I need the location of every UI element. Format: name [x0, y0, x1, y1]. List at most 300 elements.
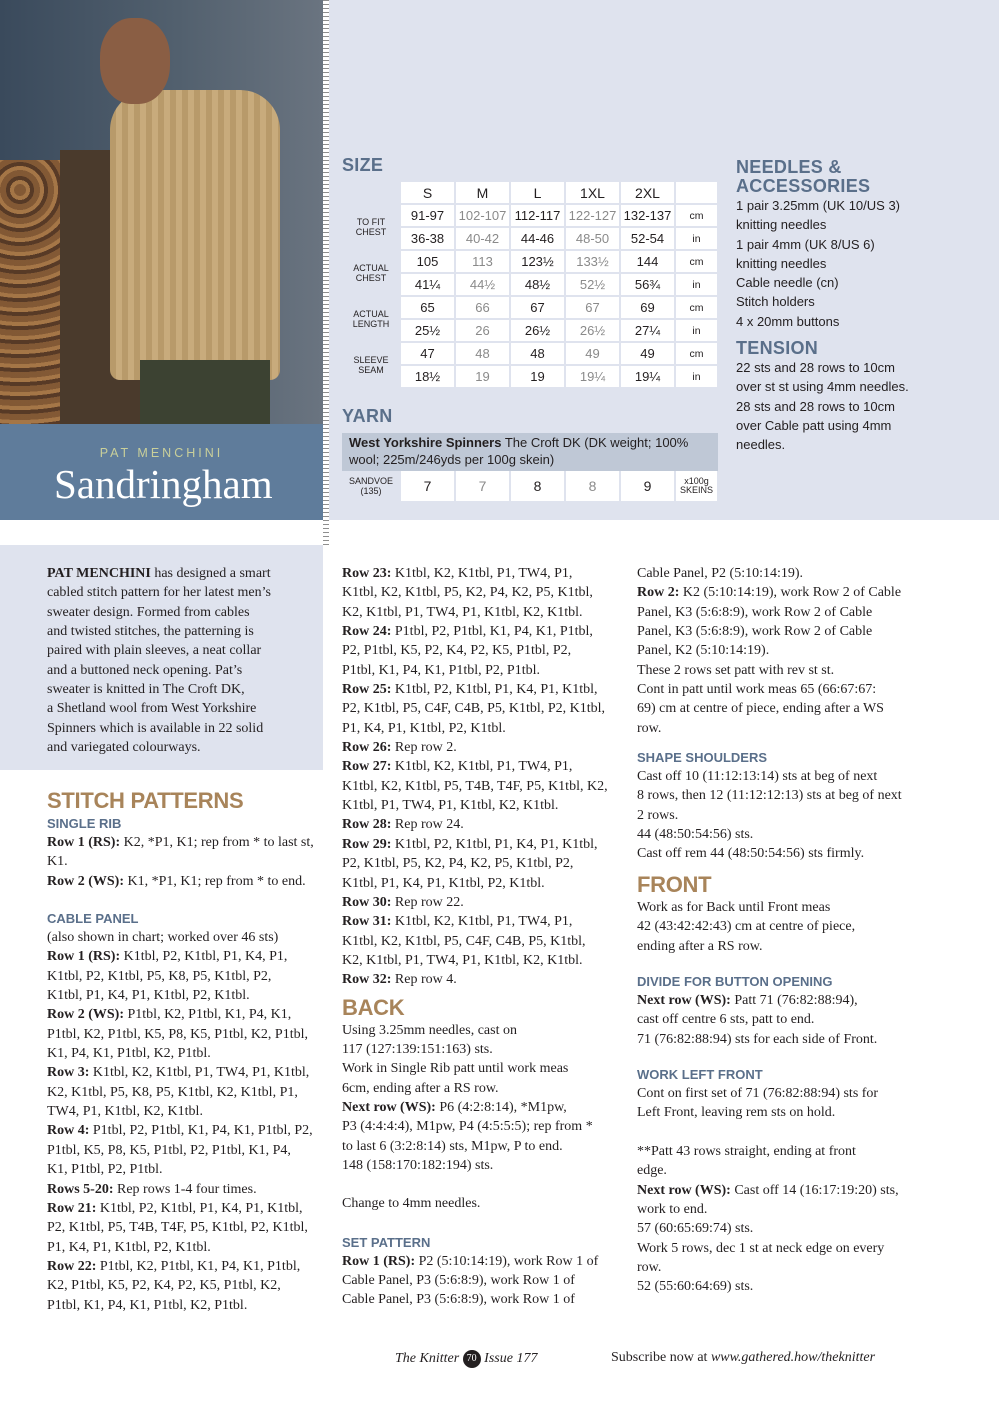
row-label: Row 4: — [47, 1123, 90, 1139]
size-value: 113 — [456, 251, 509, 272]
pattern-line — [637, 1123, 922, 1142]
pattern-line: 42 (43:42:42:43) cm at centre of piece, — [637, 919, 856, 935]
needles-line: knitting needles — [736, 255, 827, 271]
photo-trousers — [140, 360, 270, 424]
pattern-line — [342, 815, 627, 834]
size-row-label: ACTUAL LENGTH — [343, 297, 399, 341]
pattern-line: 6cm, ending after a RS row. — [342, 1080, 499, 1096]
stitch-patterns-heading: STITCH PATTERNS — [47, 788, 244, 813]
size-label: 2XL — [621, 182, 674, 203]
row-text: P6 (4:2:8:14), *M1pw, — [435, 1099, 567, 1115]
row-text: 71 (76:82:88:94) sts for each side of Front. — [637, 1031, 878, 1047]
row-text: K2, *P1, K1; rep from * to last st, — [120, 835, 314, 850]
pattern-line — [47, 1238, 329, 1257]
row-text: K2 (5:10:14:19), work Row 2 of Cable — [679, 585, 902, 601]
row-text: P1tbl, K1, P4, K1, P1tbl, K2, P1tbl. — [47, 1297, 248, 1313]
intro-text: sweater design. Formed from cables — [47, 604, 250, 620]
pattern-line — [637, 661, 922, 680]
row-label: Row 23: — [342, 566, 392, 581]
row-label: Row 3: — [47, 1065, 90, 1081]
row-label: Row 2 (WS): — [47, 873, 124, 889]
yarn-heading: YARN — [342, 406, 393, 426]
row-text: K1tbl, P1, K4, P1, K1tbl, P2, K1tbl. — [47, 988, 250, 1004]
pattern-line — [47, 1044, 329, 1063]
intro-text: and twisted stitches, the patterning is — [47, 624, 254, 640]
row-label: Row 32: — [342, 972, 392, 988]
row-text: K1, P1tbl, P2, P1tbl. — [47, 1162, 163, 1178]
pattern-line — [637, 1030, 922, 1049]
subscribe-text: Subscribe now at — [611, 1350, 711, 1365]
designer-name: PAT MENCHINI — [99, 446, 224, 460]
needles-line: 1 pair 3.25mm (UK 10/US 3) — [736, 198, 901, 213]
change-needles: Change to 4mm needles. — [342, 1196, 481, 1212]
row-text: P1tbl, P2, P1tbl, K1, P4, K1, P1tbl, P2, — [89, 1123, 313, 1139]
row-text: These 2 rows set patt with rev st st. — [637, 662, 835, 678]
pattern-line: edge. — [637, 1163, 667, 1179]
size-value: 44½ — [456, 274, 509, 295]
row-text: work to end. — [637, 1201, 708, 1217]
single-rib-heading: SINGLE RIB — [47, 816, 122, 831]
pattern-line — [342, 680, 627, 699]
row-text: 69) cm at centre of piece, ending after a WS — [637, 701, 884, 717]
pattern-line: Cast off rem 44 (48:50:54:56) sts firmly. — [637, 846, 865, 862]
size-row — [343, 343, 717, 364]
intro-text: Spinners which is available in 22 solid — [47, 720, 264, 736]
pattern-line — [342, 893, 627, 912]
size-row — [343, 366, 717, 387]
pattern-line — [47, 1121, 329, 1140]
tension-line: needles. — [736, 437, 786, 453]
row-label: Rows 5-20: — [47, 1181, 114, 1197]
yarn-qty: 9 — [621, 471, 674, 501]
size-row — [343, 297, 717, 318]
pattern-line — [342, 583, 627, 602]
row-text: P2, K1tbl, P5, T4B, T4F, P5, K1tbl, P2, K1tbl, — [47, 1220, 308, 1236]
pattern-line — [637, 1277, 922, 1296]
pattern-line — [47, 1083, 329, 1102]
pattern-line — [342, 777, 627, 796]
footer-subscribe — [611, 1350, 875, 1366]
tension-line: 28 sts and 28 rows to 10cm — [736, 398, 895, 414]
row-text: K1tbl, K2, K1tbl, P5, T4B, T4F, P5, K1tbl, K2, — [342, 778, 608, 794]
size-row — [343, 251, 717, 272]
pattern-line — [637, 603, 922, 622]
yarn-shade: SANDVOE (135) — [343, 471, 399, 501]
row-text: P1tbl, K5, P8, K5, P1tbl, P2, P1tbl, K1, P4, — [47, 1142, 291, 1158]
size-value: 133½ — [566, 251, 619, 272]
row-text: Rep row 22. — [391, 894, 464, 910]
pattern-line — [47, 1257, 329, 1276]
row-label: Row 1 (RS): — [342, 1253, 416, 1269]
pattern-line — [342, 1117, 627, 1136]
unit-label: in — [676, 274, 717, 295]
size-value: 69 — [621, 297, 674, 318]
size-value: 41¼ — [401, 274, 454, 295]
intro-line — [47, 719, 317, 738]
footer-issue — [395, 1350, 537, 1368]
size-row-label: ACTUAL CHEST — [343, 251, 399, 295]
size-value: 48 — [511, 343, 564, 364]
row-text: K1tbl, K2, K1tbl, P1, TW4, P1, — [391, 566, 573, 581]
size-value: 52½ — [566, 274, 619, 295]
row-label: Next row (WS): — [342, 1099, 436, 1115]
pattern-line — [637, 1010, 922, 1029]
row-text: P1tbl, K2, P1tbl, K1, P4, K1, P1tbl, — [96, 1258, 301, 1274]
unit-label: in — [676, 320, 717, 341]
size-row-label: SLEEVE SEAM — [343, 343, 399, 387]
pattern-line — [342, 912, 627, 931]
pattern-line: 2 rows. — [637, 807, 679, 823]
column-1 — [47, 788, 329, 1315]
intro-line — [47, 699, 317, 718]
pattern-line — [47, 852, 329, 871]
row-text: Cont in patt until work meas 65 (66:67:67: — [637, 682, 877, 698]
row-text: P1tbl, P2, P1tbl, K1, P4, K1, P1tbl, — [391, 624, 593, 640]
yarn-qty: 8 — [511, 471, 564, 501]
size-value: 48½ — [511, 274, 564, 295]
size-value: 66 — [456, 297, 509, 318]
yarn-qty: 8 — [566, 471, 619, 501]
needles-line: 4 x 20mm buttons — [736, 313, 840, 329]
row-text: Panel, K2 (5:10:14:19). — [637, 643, 770, 659]
pattern-line — [637, 583, 922, 602]
pattern-line — [342, 738, 627, 757]
unit-label: cm — [676, 251, 717, 272]
hero-photo — [0, 0, 323, 424]
row-text: K1tbl, P2, K1tbl, P1, K4, P1, — [120, 949, 288, 965]
row-text: (also shown in chart; worked over 46 sts) — [47, 930, 279, 946]
blank-cell — [676, 182, 717, 203]
size-row — [343, 320, 717, 341]
pattern-line — [47, 1141, 329, 1160]
size-value: 18½ — [401, 366, 454, 387]
pattern-line — [342, 1156, 627, 1175]
row-text: Patt 71 (76:82:88:94), — [730, 992, 858, 1008]
size-value: 105 — [401, 251, 454, 272]
needles-line: 1 pair 4mm (UK 8/US 6) — [736, 236, 875, 252]
pattern-line — [47, 986, 329, 1005]
row-text: Rep row 2. — [391, 740, 457, 756]
size-value: 19¼ — [566, 366, 619, 387]
pattern-line — [342, 719, 627, 738]
pattern-line — [342, 1098, 627, 1117]
intro-text: a Shetland wool from West Yorkshire — [47, 701, 257, 717]
row-label: Row 30: — [342, 894, 392, 910]
yarn-row — [343, 471, 717, 501]
pattern-line — [342, 874, 627, 893]
row-label: Row 2 (WS): — [47, 1007, 124, 1023]
size-value: 19 — [456, 366, 509, 387]
pattern-line — [637, 1181, 922, 1200]
page-number: 70 — [463, 1350, 481, 1368]
yarn-desc: The Croft DK (DK weight; 100% wool; 225m/246yds per 100g skein) — [349, 435, 689, 467]
pattern-line — [47, 1025, 329, 1044]
row-label: Row 1 (RS): — [47, 835, 121, 850]
size-header-row — [343, 182, 717, 203]
size-value: 49 — [566, 343, 619, 364]
row-text: row. — [637, 720, 662, 736]
tension-line: over st st using 4mm needles. — [736, 379, 909, 395]
row-text: K1tbl, K2, K1tbl, P1, TW4, P1, — [391, 759, 573, 775]
row-label: Row 28: — [342, 817, 392, 833]
size-value: 26 — [456, 320, 509, 341]
row-text: K1, P4, K1, P1tbl, K2, P1tbl. — [47, 1046, 211, 1062]
row-label: Next row (WS): — [637, 992, 731, 1008]
row-text: P2, K1tbl, P5, K2, P4, K2, P5, K1tbl, P2, — [342, 856, 574, 872]
pattern-line — [637, 699, 922, 718]
row-text: P1tbl, K1, P4, K1, P1tbl, P2, P1tbl. — [342, 662, 540, 678]
size-value: 48-50 — [566, 228, 619, 249]
row-text: K2, K1tbl, P5, K8, P5, K1tbl, K2, K1tbl, P1, — [47, 1084, 298, 1100]
intro-text — [47, 564, 317, 757]
pattern-line — [47, 1005, 329, 1024]
size-value: 67 — [566, 297, 619, 318]
magazine-name: The Knitter — [395, 1351, 460, 1366]
row-text: K2, K1tbl, P1, TW4, P1, K1tbl, K2, K1tbl. — [342, 952, 583, 968]
row-text: Rep row 4. — [391, 972, 457, 988]
back-heading: BACK — [342, 994, 405, 1020]
pattern-line — [47, 967, 329, 986]
pattern-line — [342, 951, 627, 970]
row-text: P1tbl, K2, P1tbl, K5, P8, K5, P1tbl, K2, P1tbl, — [47, 1026, 308, 1042]
size-value: 132-137 — [621, 205, 674, 226]
row-text: 57 (60:65:69:74) sts. — [637, 1221, 754, 1237]
size-label: L — [511, 182, 564, 203]
pattern-line — [342, 796, 627, 815]
intro-text: and variegated colourways. — [47, 740, 201, 756]
size-label: M — [456, 182, 509, 203]
pattern-line: 117 (127:139:151:163) sts. — [342, 1041, 493, 1057]
row-text: Work 5 rows, dec 1 st at neck edge on every — [637, 1240, 885, 1256]
pattern-line — [342, 1271, 627, 1290]
column-2 — [342, 564, 627, 1310]
row-text: P2, P1tbl, K5, P2, K4, P2, K5, P1tbl, P2, — [342, 643, 572, 659]
pattern-line — [47, 872, 329, 891]
size-value: 102-107 — [456, 205, 509, 226]
row-text: 52 (55:60:64:69) sts. — [637, 1279, 754, 1295]
pattern-line: Using 3.25mm needles, cast on — [342, 1022, 517, 1038]
size-table — [341, 180, 719, 389]
row-text: Cast off 14 (16:17:19:20) sts, — [730, 1182, 899, 1198]
row-text: Panel, K3 (5:6:8:9), work Row 2 of Cable — [637, 624, 873, 640]
pattern-line — [47, 1160, 329, 1179]
size-row — [343, 228, 717, 249]
size-value: 122-127 — [566, 205, 619, 226]
pattern-line — [342, 699, 627, 718]
row-label: Row 27: — [342, 759, 392, 775]
cable-panel-heading: CABLE PANEL — [47, 911, 139, 927]
intro-text: and a buttoned neck opening. Pat’s — [47, 662, 243, 678]
set-pattern-heading: SET PATTERN — [342, 1234, 431, 1250]
row-text: cast off centre 6 sts, patt to end. — [637, 1012, 815, 1028]
pattern-line: Cast off 10 (11:12:13:14) sts at beg of next — [637, 769, 878, 785]
unit-label: cm — [676, 205, 717, 226]
row-label: Row 31: — [342, 914, 392, 930]
row-text: K1, *P1, K1; rep from * to end. — [124, 873, 306, 889]
size-row-label: TO FIT CHEST — [343, 205, 399, 249]
shape-shoulders-heading: SHAPE SHOULDERS — [637, 750, 768, 766]
intro-line — [47, 622, 317, 641]
row-text: row. — [637, 1259, 662, 1275]
row-text: P3 (4:4:4:4), M1pw, P4 (4:5:5:5); rep from * — [342, 1119, 593, 1135]
unit-label: cm — [676, 343, 717, 364]
size-value: 19¼ — [621, 366, 674, 387]
row-text: Rep rows 1-4 four times. — [113, 1181, 257, 1197]
row-text: K1. — [47, 854, 68, 870]
intro-line — [47, 564, 317, 583]
pattern-line — [637, 622, 922, 641]
size-value: 67 — [511, 297, 564, 318]
row-label: Row 22: — [47, 1258, 97, 1274]
intro-text: sweater is knitted in The Croft DK, — [47, 682, 245, 698]
unit-label: in — [676, 366, 717, 387]
row-text: Cable Panel, P3 (5:6:8:9), work Row 1 of — [342, 1273, 575, 1288]
size-value: 49 — [621, 343, 674, 364]
intro-line — [47, 661, 317, 680]
pattern-line — [637, 1239, 922, 1258]
size-row — [343, 205, 717, 226]
needles-line: Stitch holders — [736, 294, 815, 310]
row-label: Row 26: — [342, 740, 392, 756]
size-value: 52-54 — [621, 228, 674, 249]
pattern-line — [637, 1219, 922, 1238]
needles-heading: NEEDLES & ACCESSORIES — [736, 157, 871, 196]
column-3 — [637, 564, 922, 1297]
row-label: Row 1 (RS): — [47, 949, 121, 965]
intro-text: paired with plain sleeves, a neat collar — [47, 643, 262, 659]
pattern-title: Sandringham — [54, 461, 273, 507]
unit-label: cm — [676, 297, 717, 318]
subscribe-link[interactable]: www.gathered.how/theknitter — [710, 1350, 876, 1365]
size-value: 40-42 — [456, 228, 509, 249]
pattern-line: **Patt 43 rows straight, ending at front — [637, 1143, 856, 1159]
pattern-line — [637, 1258, 922, 1277]
intro-text: has designed a smart — [150, 566, 271, 581]
unit-label: in — [676, 228, 717, 249]
size-value: 65 — [401, 297, 454, 318]
pattern-line — [637, 680, 922, 699]
pattern-line — [342, 622, 627, 641]
front-heading: FRONT — [637, 871, 712, 897]
size-value: 26½ — [566, 320, 619, 341]
size-value: 47 — [401, 343, 454, 364]
size-label: 1XL — [566, 182, 619, 203]
pattern-line — [47, 1063, 329, 1082]
pattern-line — [342, 641, 627, 660]
row-label: Row 21: — [47, 1200, 97, 1216]
pattern-line: 8 rows, then 12 (11:12:12:13) sts at beg of next — [637, 788, 902, 804]
row-text: Rep row 24. — [391, 817, 464, 833]
pattern-line — [47, 1218, 329, 1237]
row-text: Cable Panel, P3 (5:6:8:9), work Row 1 of — [342, 1292, 575, 1308]
tension-line: 22 sts and 28 rows to 10cm — [736, 360, 895, 376]
row-text: to last 6 (3:2:8:14) sts, M1pw, P to end. — [342, 1138, 563, 1154]
pattern-line: 44 (48:50:54:56) sts. — [637, 827, 754, 843]
pattern-line — [342, 1252, 627, 1271]
row-text: K1tbl, P1, TW4, P1, K1tbl, K2, K1tbl. — [342, 798, 559, 814]
pattern-line — [342, 564, 627, 583]
intro-line — [47, 603, 317, 622]
row-text: K1tbl, P2, K1tbl, P1, K4, P1, K1tbl, — [391, 836, 598, 852]
yarn-unit: x100g SKEINS — [676, 471, 717, 501]
row-label: Row 24: — [342, 624, 392, 640]
row-label: Next row (WS): — [637, 1182, 731, 1198]
size-value: 19 — [511, 366, 564, 387]
pattern-line: Work as for Back until Front meas — [637, 899, 831, 915]
row-text: K2, K1tbl, P1, TW4, P1, K1tbl, K2, K1tbl. — [342, 604, 583, 620]
row-text: K1tbl, K2, K1tbl, P1, TW4, P1, K1tbl, — [89, 1065, 310, 1081]
row-text: K1tbl, P2, K1tbl, P1, K4, P1, K1tbl, — [391, 682, 598, 698]
row-text: P1tbl, K2, P1tbl, K1, P4, K1, — [124, 1007, 292, 1023]
pattern-line: Cont on first set of 71 (76:82:88:94) sts for — [637, 1085, 879, 1101]
pattern-line — [47, 1296, 329, 1315]
pattern-line — [342, 661, 627, 680]
row-text: P2, K1tbl, P5, C4F, C4B, P5, K1tbl, P2, K1tbl, — [342, 701, 605, 717]
photo-sweater — [110, 90, 280, 380]
row-text: K2, P1tbl, K5, P2, K4, P2, K5, P1tbl, K2, — [47, 1278, 281, 1294]
pattern-line — [47, 1199, 329, 1218]
size-heading: SIZE — [342, 155, 384, 175]
yarn-qty: 7 — [456, 471, 509, 501]
row-text: P1, K4, P1, K1tbl, P2, K1tbl. — [47, 1239, 211, 1255]
size-value: 56¾ — [621, 274, 674, 295]
row-text: 148 (158:170:182:194) sts. — [342, 1157, 494, 1173]
pattern-line — [637, 1200, 922, 1219]
row-text: K1tbl, K2, K1tbl, P5, K2, P4, K2, P5, K1tbl, — [342, 585, 593, 601]
blank-cell — [343, 182, 399, 203]
pattern-line — [47, 1276, 329, 1295]
row-text: TW4, P1, K1tbl, K2, K1tbl. — [47, 1104, 203, 1120]
yarn-qty: 7 — [401, 471, 454, 501]
needles-list — [736, 196, 986, 331]
size-value: 48 — [456, 343, 509, 364]
pattern-line — [47, 947, 329, 966]
intro-line — [47, 641, 317, 660]
size-value: 123½ — [511, 251, 564, 272]
pattern-line: Work in Single Rib patt until work meas — [342, 1061, 569, 1077]
row-label: Row 29: — [342, 836, 392, 852]
pattern-line — [342, 932, 627, 951]
row-label: Row 2: — [637, 585, 680, 601]
pattern-line — [47, 928, 329, 947]
size-value: 144 — [621, 251, 674, 272]
tension-text — [736, 358, 986, 454]
issue-number: Issue 177 — [484, 1351, 538, 1366]
row-label: Row 25: — [342, 682, 392, 698]
size-value: 27¼ — [621, 320, 674, 341]
row-text: Panel, K3 (5:6:8:9), work Row 2 of Cable — [637, 604, 873, 620]
pattern-line: Cable Panel, P2 (5:10:14:19). — [637, 566, 804, 581]
size-value: 25½ — [401, 320, 454, 341]
needles-section — [736, 158, 986, 455]
pattern-line — [637, 991, 922, 1010]
row-text: K1tbl, K2, K1tbl, P1, TW4, P1, — [391, 914, 573, 930]
intro-line — [47, 680, 317, 699]
size-value: 36-38 — [401, 228, 454, 249]
pattern-line — [637, 719, 922, 738]
work-left-front-heading: WORK LEFT FRONT — [637, 1066, 763, 1082]
tension-heading: TENSION — [736, 338, 819, 359]
pattern-line — [342, 603, 627, 622]
size-label: S — [401, 182, 454, 203]
yarn-brand: West Yorkshire Spinners — [349, 435, 502, 450]
size-value: 91-97 — [401, 205, 454, 226]
pattern-line — [342, 1290, 627, 1309]
intro-line — [47, 583, 317, 602]
row-text: P1, K4, P1, K1tbl, P2, K1tbl. — [342, 720, 506, 736]
yarn-description — [342, 433, 718, 471]
pattern-line: ending after a RS row. — [637, 938, 763, 954]
